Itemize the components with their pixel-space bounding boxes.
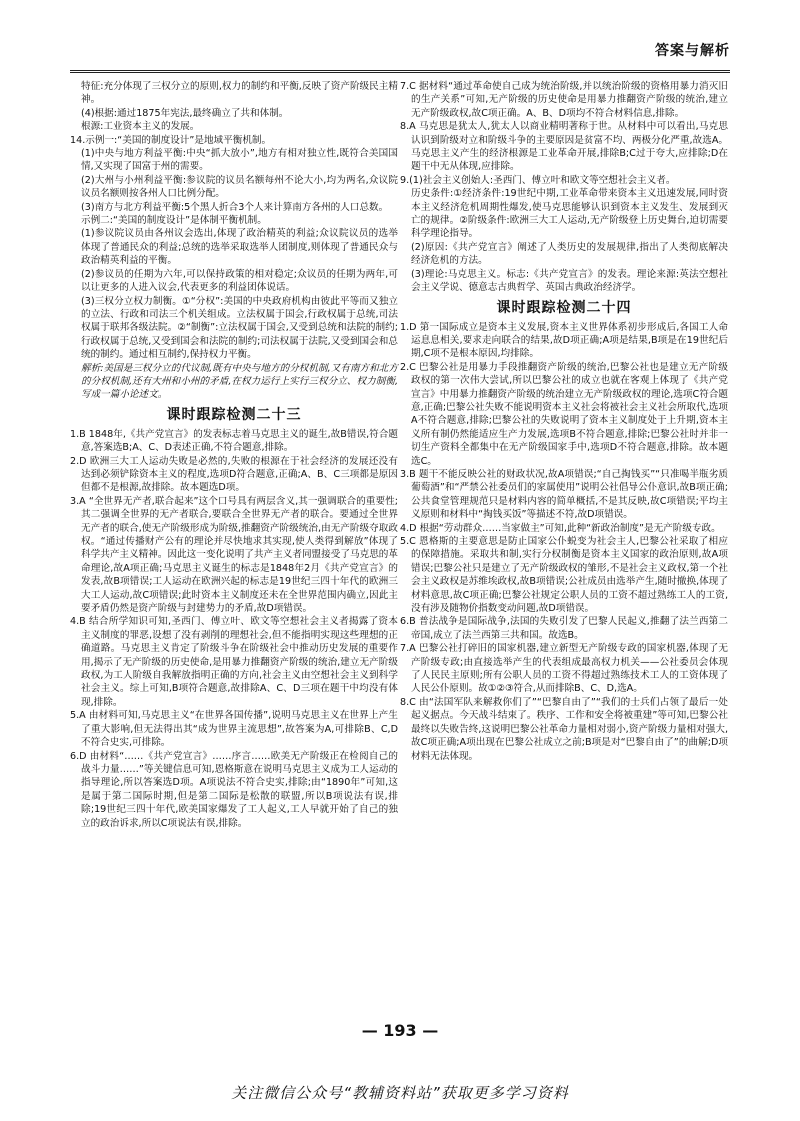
analysis-note: 解析:美国是三权分立的代议制,既有中央与地方的分权机制,又有南方和北方的分权机制,还有大州和小州的矛盾,在权力运行上实行三权分立、权力制衡,写成一篇小论述文。 xyxy=(81,362,398,401)
answer-line: 示例二:“美国的制度设计”是体制平衡机制。 xyxy=(81,215,267,227)
answer-line: 历史条件:①经济条件:19世纪中期,工业革命带来资本主义迅速发展,同时资本主义经济危机周期性爆发,使马克思能够认识到资本主义发生、发展到灭亡的规律。②阶级条件:欧洲三大工人运动,无产阶级登上历史舞台,迫切需要科学理论指导。 xyxy=(411,188,728,240)
answer-line: (3)南方与北方利益平衡:5个黑人折合3个人来计算南方各州的人口总数。 xyxy=(81,201,389,213)
answer-line: 根源:工业资本主义的发展。 xyxy=(81,121,200,133)
answer-item xyxy=(400,468,728,522)
page-header-title: 答案与解析 xyxy=(655,43,730,59)
answer-text: 8.C 由“法国军队来解救你们了”“巴黎自由了”“我们的士兵们占领了最后一处起义据点。今天战斗结束了。秩序、工作和安全将被重建”等可知,巴黎公社最终以失败告终,这说明巴黎公社革命力量相对弱小,资产阶级力量相对强大,故C项正确;A项出现在巴黎公社成立之前;B项是对“巴黎自由了”的曲解;D项材料无法体现。 xyxy=(400,696,728,762)
answer-line: (4)根据:通过1875年宪法,最终确立了共和体制。 xyxy=(81,107,289,119)
answer-text: 5.A 由材料可知,马克思主义“在世界各国传播”,说明马克思主义在世界上产生了重大影响,但无法得出其“成为世界主流思想”,故答案为A,可排除B、C,D不符合史实,可排除。 xyxy=(70,710,398,749)
section-title-24: 课时跟踪检测二十四 xyxy=(496,299,632,316)
answer-text: 7.C 据材料“通过革命使自己成为统治阶级,并以统治阶级的资格用暴力消灭旧的生产关系”可知,无产阶级的历史使命是用暴力推翻资产阶级的统治,建立无产阶级政权,故C项正确。A、B、D项均不符合材料信息,排除。 xyxy=(400,81,728,119)
answer-text: 2.D 欧洲三大工人运动失败是必然的,失败的根源在于社会经济的发展还没有达到必须铲除资本主义的程度,选项D符合题意,正确;A、B、C三项都是原因但都不是根源,故排除。故本题选D项。 xyxy=(70,455,398,494)
answer-text: 3.A “全世界无产者,联合起来”这个口号具有两层含义,其一强调联合的重要性;其二强调全世界的无产者联合,要联合全世界无产者的联合。要通过全世界无产者的联合,使无产阶级形成为阶级,推翻资产阶级统治,由无产阶级夺取政权。“通过传播财产公有的理论并尽快地求其实现,使人类得到解放”体现了科学共产主义精神。因此这一变化说明了共产主义者同盟接受了马克思的革命理论,故A项正确;马克思主义诞生的标志是1848年2月《共产党宣言》的发表,故B项错误;工人运动在欧洲兴起的标志是19世纪三四十年代的欧洲三大工人运动,故C项错误;此时资本主义制度还未在全世界范围内确立,因此主要矛盾仍然是资产阶级与封建势力的矛盾,故D项错误。 xyxy=(70,495,398,615)
answer-text: 8.A 马克思是犹太人,犹太人以商业精明著称于世。从材料中可以看出,马克思认识到阶级对立和阶级斗争的主要原因是贫富不均、两极分化严重,故选A。马克思主义产生的经济根源是工业革命开展,排除B;C过于夸大,应排除;D在题干中无从体现,应排除。 xyxy=(400,121,728,173)
answer-item xyxy=(400,522,728,535)
answer-text: 4.B 结合所学知识可知,圣西门、傅立叶、欧文等空想社会主义者揭露了资本主义制度的罪恶,设想了没有剥削的理想社会,但不能指明实现这些理想的正确道路。马克思主义肯定了阶级斗争在阶级社会中推动历史发展的重要作用,揭示了无产阶级的历史使命,是用暴力推翻资产阶级的统治,建立无产阶级政权,为工人阶级自我解放指明正确的方向,社会主义由空想社会主义到科学社会主义。综上可知,B项符合题意,故排除A、C、D三项在题干中均没有体现,排除。 xyxy=(70,616,398,708)
answer-item xyxy=(70,709,398,749)
right-column xyxy=(400,80,728,763)
answer-text: 1.D 第一国际成立是资本主义发展,资本主义世界体系初步形成后,各国工人命运息息相关,要求走向联合的结果,故D项正确;A项是结果,B项是在19世纪后期,C项不是根本原因,均排除。 xyxy=(400,321,728,360)
answer-text: 1.B 1848年,《共产党宣言》的发表标志着马克思主义的诞生,故B错误,符合题意,答案选B;A、C、D表述正确,不符合题意,排除。 xyxy=(70,428,398,454)
answer-line: 14.示例一:“美国的制度设计”是地域平衡机制。 xyxy=(70,134,272,146)
answer-line: (1)参议院议员由各州议会选出,体现了政治精英的利益;众议院议员的选举体现了普通民众的利益;总统的选举采取选举人团制度,则体现了普通民众与政治精英利益的平衡。 xyxy=(81,228,398,267)
answer-text: 7.A 巴黎公社打碎旧的国家机器,建立新型无产阶级专政的国家机器,体现了无产阶级专政;由直接选举产生的代表组成最高权力机关——公社委员会体现了人民民主原则;所有公职人员的工资不得超过熟练技术工人的工资体现了人民公仆原则。故①②③符合,从而排除B、C、D,选A。 xyxy=(400,643,728,695)
answer-line: 9.(1)社会主义创始人:圣西门、傅立叶和欧文等空想社会主义者。 xyxy=(400,174,676,186)
answer-item xyxy=(70,495,398,616)
answer-line: (3)三权分立权力制衡。①“分权”:美国的中央政府机构由彼此平等而又独立的立法、行政和司法三个机关组成。立法权属于国会,行政权属于总统,司法权属于联邦各级法院。②“制衡”:立法权属于国会,又受到总统和法院的制约;行政权属于总统,又受到国会和法院的制约;司法权属于法院,又受到国会和总统的制约。通过相互制约,保持权力平衡。 xyxy=(81,295,398,361)
footer-promo-text: 关注微信公众号“教辅资料站”获取更多学习资料 xyxy=(231,1084,569,1102)
answer-line: (1)中央与地方利益平衡:中央“抓大放小”,地方有相对独立性,既符合美国国情,又实现了国富于州的需要。 xyxy=(81,148,398,173)
answer-item xyxy=(70,615,398,709)
answer-item xyxy=(400,696,728,763)
answer-item-14 xyxy=(70,134,398,402)
answer-text: 3.B 题干不能反映公社的财政状况,故A项错误;“自己掏钱买”“只准喝半瓶劣质葡萄酒”和“严禁公社委员们的家属使用”说明公社倡导公仆意识,故B项正确;公共食堂管理规范只是材料内容的简单概括,不是其反映,故C项错误;平均主义原则和材料中“掏钱买饭”等描述不符,故D项错误。 xyxy=(400,468,728,521)
header-divider xyxy=(70,70,730,73)
section-title-23: 课时跟踪检测二十三 xyxy=(166,406,302,423)
answer-item-9 xyxy=(400,174,728,295)
answer-text: 4.D 根据“劳动群众……当家做主”可知,此种“新政治制度”是无产阶级专政。 xyxy=(400,522,721,534)
answer-line: 特征:充分体现了三权分立的原则,权力的制约和平衡,反映了资产阶级民主精神。 xyxy=(81,81,398,106)
answer-text: 5.C 恩格斯的主要意思是防止国家公仆蜕变为社会主人,巴黎公社采取了相应的保障措施。采取共和制,实行分权制衡是资本主义国家的政治原则,故A项错误;巴黎公社只是建立了无产阶级政权的雏形,不是社会主义政权,第一个社会主义政权是苏维埃政权,故B项错误;公社成员由选举产生,随时撤换,体现了材料意思,故C项正确;巴黎公社规定公职人员的工资不超过熟练工人的工资,没有涉及随物价指数变动问题,故D项错误。 xyxy=(400,536,728,615)
answer-item xyxy=(400,535,728,615)
answer-item xyxy=(400,615,728,642)
answer-item xyxy=(70,428,398,455)
answer-item xyxy=(400,361,728,468)
answer-text: 2.C 巴黎公社是用暴力手段推翻资产阶级的统治,巴黎公社也是建立无产阶级政权的第一次伟大尝试,所以巴黎公社的成立也就在客观上体现了《共产党宣言》中用暴力推翻资产阶级的统治建立无产阶级政权的理论,选项C符合题意,正确;巴黎公社失败不能说明资本主义社会将被社会主义社会所取代,选项A不符合题意,排除;巴黎公社的失败说明了资本主义制度处于上升期,资本主义所有制仍然能适应生产力发展,选项B不符合题意,排除;巴黎公社时并非一切生产资料全都集中在无产阶级国家手中,选项D不符合题意,排除。故本题选C。 xyxy=(400,361,728,467)
answer-line: (2)参议员的任期为六年,可以保持政策的相对稳定;众议员的任期为两年,可以让更多的人进入议会,代表更多的利益团体说话。 xyxy=(81,268,398,294)
answer-line: (2)大州与小州利益平衡:参议院的议员名额每州不论大小,均为两名,众议院议员名额则按各州人口比例分配。 xyxy=(81,174,398,200)
page-number: — 193 — xyxy=(361,1021,439,1040)
answer-line: (2)原因:《共产党宣言》阐述了人类历史的发展规律,指出了人类彻底解决经济危机的方法。 xyxy=(411,241,728,267)
answer-item xyxy=(400,80,728,120)
answer-line: (3)理论:马克思主义。标志:《共产党宣言》的发表。理论来源:英法空想社会主义学说、德意志古典哲学、英国古典政治经济学。 xyxy=(411,268,728,294)
left-column xyxy=(70,80,398,830)
answer-item-13-continued xyxy=(70,80,398,134)
answer-item xyxy=(400,642,728,696)
answer-item xyxy=(400,321,728,361)
answer-text: 6.B 普法战争是国际战争,法国的失败引发了巴黎人民起义,推翻了法兰西第二帝国,成立了法兰西第三共和国。故选B。 xyxy=(400,616,728,641)
answer-item xyxy=(70,455,398,495)
answer-item xyxy=(70,750,398,830)
answer-text: 6.D 由材料“……《共产党宣言》……序言……欧美无产阶级正在检阅自己的战斗力量……”等关键信息可知,恩格斯意在说明马克思主义成为工人运动的指导理论,所以答案选D项。A项说法不符合史实,排除;由“1890年”可知,这是属于第二国际时期,但是第二国际是松散的联盟,所以B项说法有误,排除;19世纪三四十年代,欧美国家爆发了工人起义,工人早就开始了自己的独立的政治诉求,所以C项说法有误,排除。 xyxy=(70,750,398,829)
answer-item xyxy=(400,120,728,174)
